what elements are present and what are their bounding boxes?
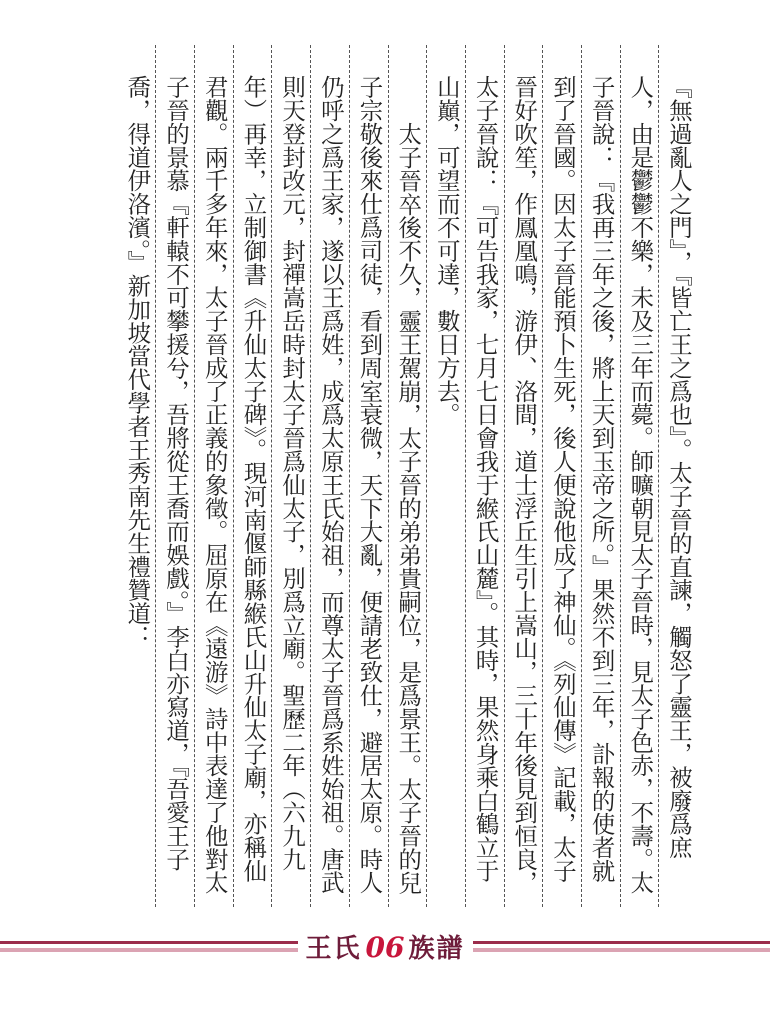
text-column: 仍呼之爲王家，遂以王爲姓，成爲太原王氏始祖，而尊太子晉爲系姓始祖。唐武 xyxy=(310,45,349,907)
text-column: 則天登封改元，封禪嵩岳時封太子晉爲仙太子，別爲立廟。聖歷二年（六九九 xyxy=(271,45,310,907)
text-column: 太子晉說：『可告我家，七月七日會我于緱氏山麓』。其時，果然身乘白鶴立于 xyxy=(465,45,504,907)
text-column: 人，由是鬱鬱不樂，未及三年而薨。師曠朝見太子晉時，見太子色赤，不壽。太 xyxy=(620,45,659,907)
text-column: 『無過亂人之門』，『皆亡王之爲也』。太子晉的直諫，觸怒了靈王，被廢爲庶 xyxy=(658,45,697,907)
text-column: 子宗敬後來仕爲司徒，看到周室衰微，天下大亂，便請老致仕，避居太原。時人 xyxy=(349,45,388,907)
text-column: 子晉的景慕『軒轅不可攀援兮，吾將從王喬而娛戲。』李白亦寫道，『吾愛王子 xyxy=(155,45,194,907)
text-column: 喬，得道伊洛濱。』新加坡當代學者王秀南先生禮贊道： xyxy=(123,75,152,649)
text-column: 子晉說：『我再三年之後，將上天到玉帝之所。』果然不到三年，訃報的使者就 xyxy=(581,45,620,907)
text-column: 晉好吹笙，作鳳凰鳴，游伊、洛間，道士浮丘生引上嵩山，三十年後見到恒良， xyxy=(504,45,543,907)
footer-title-suffix: 族譜 xyxy=(408,933,465,964)
text-column: 君觀。兩千多年來，太子晉成了正義的象徵。屈原在《遠游》詩中表達了他對太 xyxy=(194,45,233,907)
text-column: 年）再幸，立制御書《升仙太子碑》。現河南偃師縣緱氏山升仙太子廟，亦稱仙 xyxy=(233,45,272,907)
footer-title-prefix: 王氏 xyxy=(305,933,362,964)
footer-rule-right xyxy=(473,941,770,952)
text-column-paragraph-start: 太子晉卒後不久，靈王駕崩，太子晉的弟弟貴嗣位，是爲景王。太子晉的兒 xyxy=(388,45,427,907)
footer-rule-left xyxy=(0,941,298,952)
footer-title xyxy=(298,928,473,965)
vertical-text-body xyxy=(116,45,697,907)
page-number: 06 xyxy=(365,930,405,964)
text-column: 山巔，可望而不可達，數日方去。 xyxy=(426,45,465,907)
page-footer xyxy=(0,928,770,964)
text-column: 到了晉國。因太子晉能預卜生死，後人便說他成了神仙。《列仙傳》記載，太子 xyxy=(542,45,581,907)
